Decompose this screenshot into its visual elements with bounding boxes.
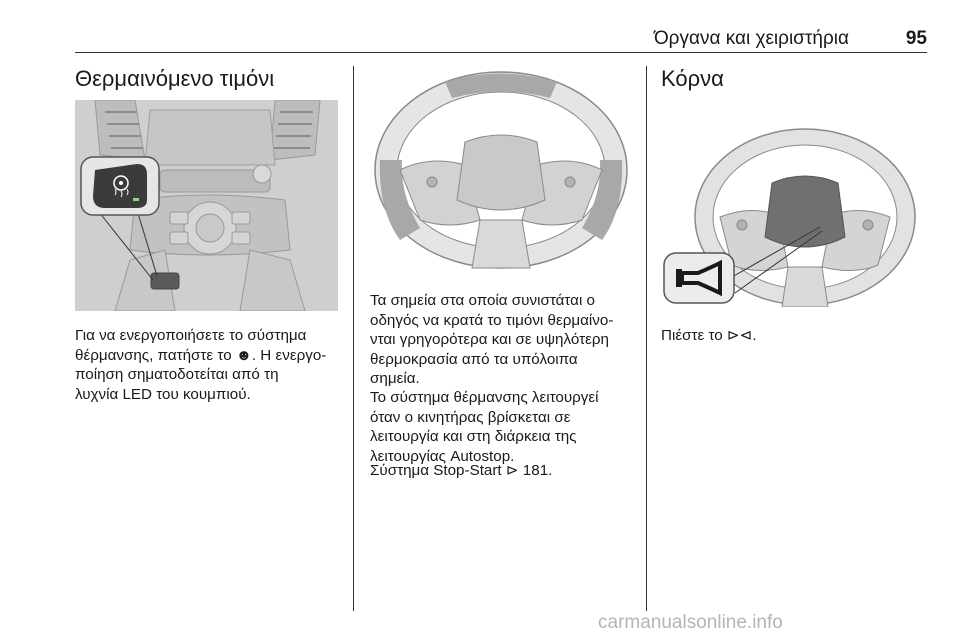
column-divider	[353, 66, 354, 611]
section-heading-heated-wheel: Θερμαινόμενο τιμόνι	[75, 66, 275, 91]
horn-instructions: Πιέστε το ⊳⊲.	[661, 327, 757, 344]
heated-wheel-instructions: Για να ενεργοποιήσετε το σύστημα θέρμανσης, πατήστε το ☻. Η ενεργο- ποίηση σηματοδοτείται από τη λυχνία LED του κουμπιού.	[75, 327, 327, 403]
horn-illustration	[660, 97, 922, 307]
section-heading-horn: Κόρνα	[661, 66, 724, 91]
page-header	[75, 28, 927, 50]
header-rule	[75, 52, 927, 53]
stop-start-reference[interactable]: Σύστημα Stop-Start ⊳ 181.	[370, 462, 553, 479]
watermark: carmanualsonline.info	[598, 612, 783, 633]
heating-operation-text: Το σύστημα θέρμανσης λειτουργεί όταν ο κινητήρας βρίσκεται σε λειτουργία και στη διάρκεια της λειτουργίας Autostop.	[370, 389, 599, 465]
page-number: 95	[905, 28, 927, 49]
dashboard-illustration	[75, 100, 338, 311]
column-divider	[646, 66, 647, 611]
heating-zones-text: Τα σημεία στα οποία συνιστάται ο οδηγός να κρατά το τιμόνι θερμαίνο- νται γρηγορότερα και σε υψηλότερη θερμοκρασία από τα υπόλοιπα σημεία.	[370, 292, 614, 388]
heated-wheel-zones-illustration	[370, 70, 632, 278]
chapter-title: Όργανα και χειριστήρια	[653, 28, 849, 49]
